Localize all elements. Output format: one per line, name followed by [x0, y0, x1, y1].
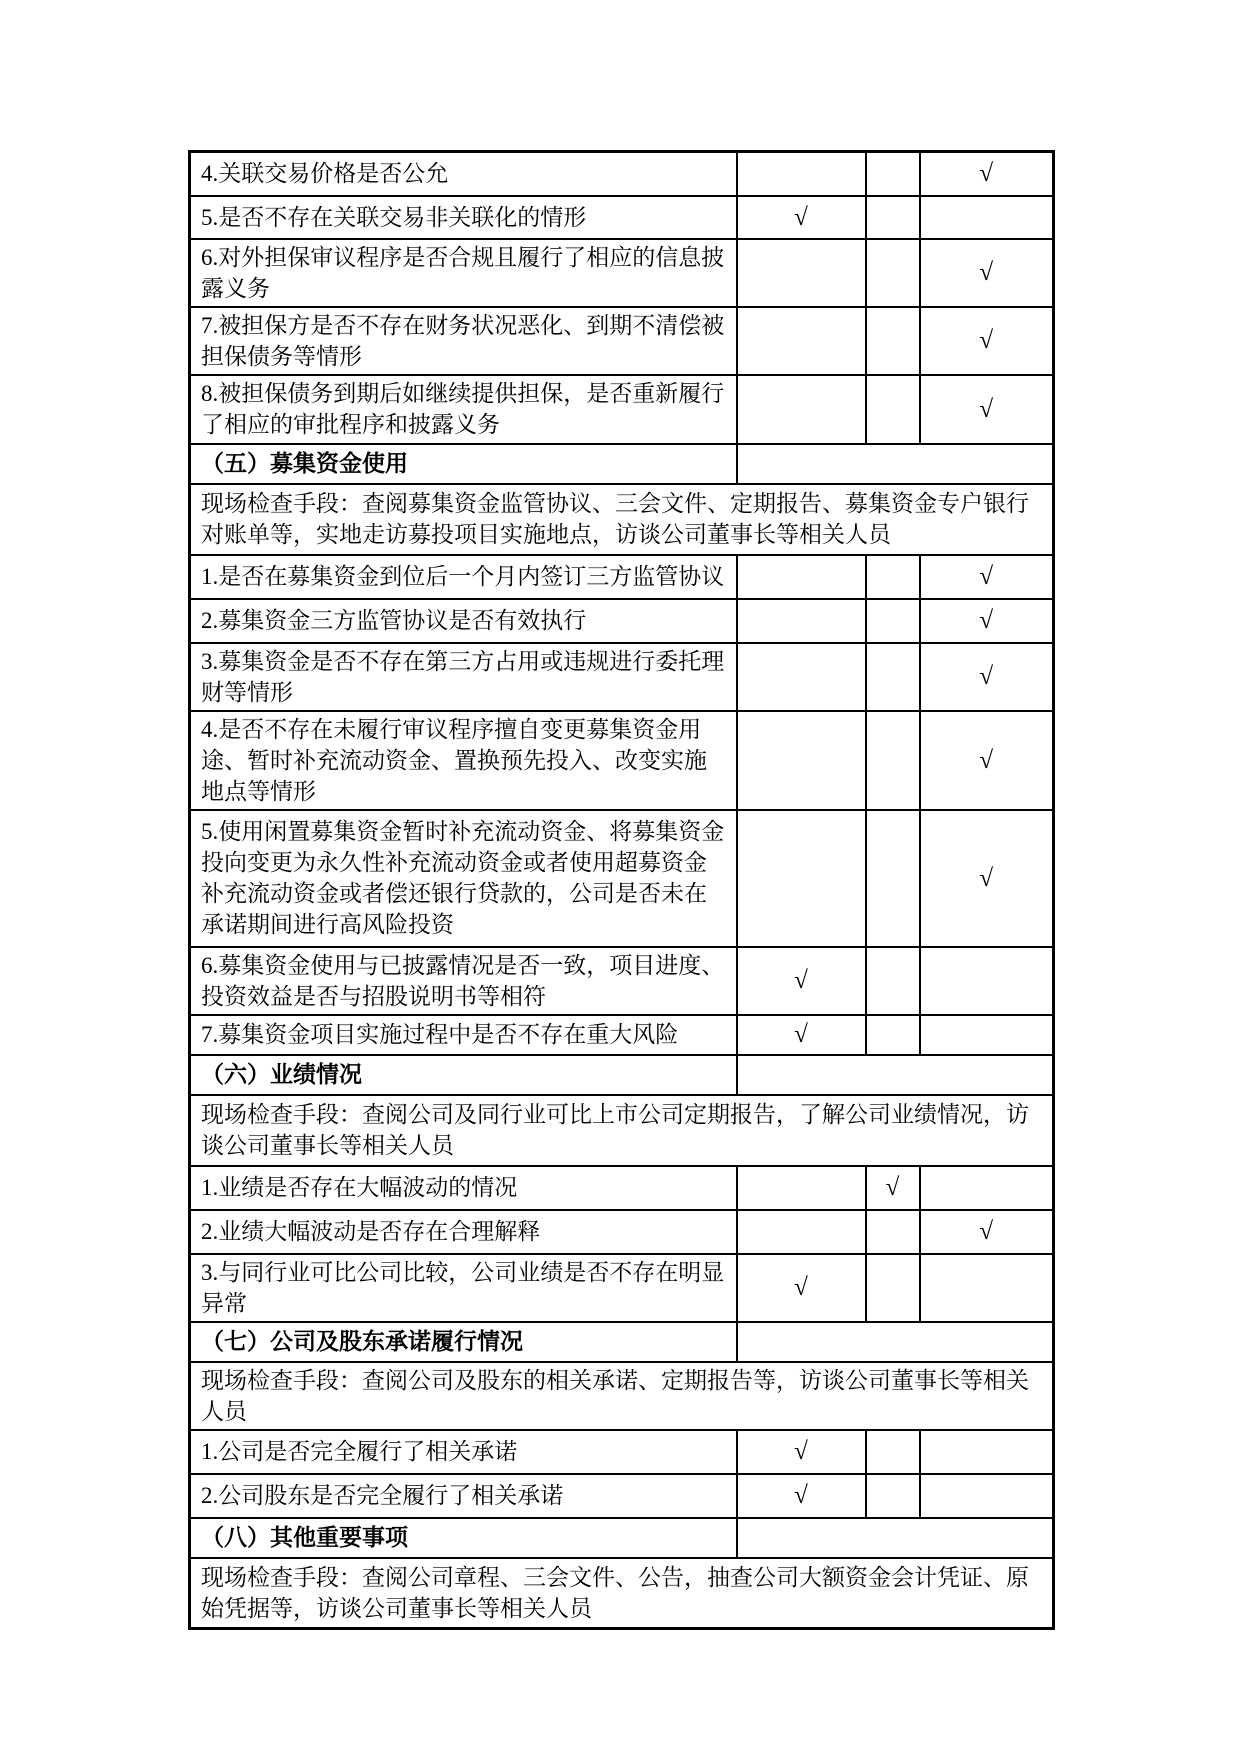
checklist-table	[188, 150, 1055, 1630]
section-empty-cell	[737, 1055, 1054, 1095]
empty-check-cell	[866, 152, 920, 196]
inspection-method-text: 现场检查手段：查阅公司章程、三会文件、公告，抽查公司大额资金会计凭证、原始凭据等，访谈公司董事长等相关人员	[190, 1558, 1054, 1629]
empty-check-cell	[737, 599, 866, 643]
question-text: 2.募集资金三方监管协议是否有效执行	[190, 599, 737, 643]
question-text: 7.募集资金项目实施过程中是否不存在重大风险	[190, 1015, 737, 1055]
inspection-method-text: 现场检查手段：查阅公司及同行业可比上市公司定期报告，了解公司业绩情况，访谈公司董事长等相关人员	[190, 1095, 1054, 1166]
checklist-item-row	[190, 1015, 1054, 1055]
section-header-row	[190, 1518, 1054, 1558]
empty-check-cell	[737, 239, 866, 307]
question-text: 6.对外担保审议程序是否合规且履行了相应的信息披露义务	[190, 239, 737, 307]
question-text: 2.业绩大幅波动是否存在合理解释	[190, 1210, 737, 1254]
question-text: 4.关联交易价格是否公允	[190, 152, 737, 196]
question-text: 1.公司是否完全履行了相关承诺	[190, 1430, 737, 1474]
inspection-method-row	[190, 484, 1054, 555]
section-header-row	[190, 444, 1054, 484]
empty-check-cell	[866, 196, 920, 239]
checklist-item-row	[190, 643, 1054, 711]
checkmark-cell: √	[737, 1430, 866, 1474]
empty-check-cell	[866, 239, 920, 307]
empty-check-cell	[920, 196, 1054, 239]
empty-check-cell	[920, 1474, 1054, 1518]
question-text: 5.使用闲置募集资金暂时补充流动资金、将募集资金投向变更为永久性补充流动资金或者使用超募资金补充流动资金或者偿还银行贷款的，公司是否未在承诺期间进行高风险投资	[190, 810, 737, 947]
empty-check-cell	[737, 555, 866, 599]
checkmark-cell: √	[737, 1015, 866, 1055]
question-text: 6.募集资金使用与已披露情况是否一致，项目进度、投资效益是否与招股说明书等相符	[190, 947, 737, 1015]
section-title: （五）募集资金使用	[190, 444, 737, 484]
section-empty-cell	[737, 444, 1054, 484]
checkmark-cell: √	[920, 711, 1054, 810]
checklist-item-row	[190, 947, 1054, 1015]
checklist-item-row	[190, 239, 1054, 307]
inspection-method-row	[190, 1558, 1054, 1629]
empty-check-cell	[737, 810, 866, 947]
checkmark-cell: √	[920, 810, 1054, 947]
section-title: （七）公司及股东承诺履行情况	[190, 1322, 737, 1362]
checkmark-cell: √	[737, 196, 866, 239]
question-text: 3.募集资金是否不存在第三方占用或违规进行委托理财等情形	[190, 643, 737, 711]
question-text: 2.公司股东是否完全履行了相关承诺	[190, 1474, 737, 1518]
checklist-item-row	[190, 1474, 1054, 1518]
checklist-item-row	[190, 196, 1054, 239]
section-header-row	[190, 1055, 1054, 1095]
empty-check-cell	[866, 711, 920, 810]
question-text: 3.与同行业可比公司比较，公司业绩是否不存在明显异常	[190, 1254, 737, 1322]
inspection-method-row	[190, 1362, 1054, 1430]
empty-check-cell	[737, 375, 866, 444]
question-text: 1.是否在募集资金到位后一个月内签订三方监管协议	[190, 555, 737, 599]
empty-check-cell	[866, 375, 920, 444]
checkmark-cell: √	[866, 1166, 920, 1210]
checkmark-cell: √	[920, 599, 1054, 643]
inspection-method-text: 现场检查手段：查阅募集资金监管协议、三会文件、定期报告、募集资金专户银行对账单等，实地走访募投项目实施地点，访谈公司董事长等相关人员	[190, 484, 1054, 555]
empty-check-cell	[737, 711, 866, 810]
checklist-item-row	[190, 599, 1054, 643]
empty-check-cell	[737, 152, 866, 196]
empty-check-cell	[920, 947, 1054, 1015]
question-text: 1.业绩是否存在大幅波动的情况	[190, 1166, 737, 1210]
checklist-item-row	[190, 152, 1054, 196]
empty-check-cell	[866, 947, 920, 1015]
empty-check-cell	[737, 1210, 866, 1254]
empty-check-cell	[866, 643, 920, 711]
inspection-method-text: 现场检查手段：查阅公司及股东的相关承诺、定期报告等，访谈公司董事长等相关人员	[190, 1362, 1054, 1430]
checkmark-cell: √	[920, 152, 1054, 196]
empty-check-cell	[866, 1474, 920, 1518]
inspection-method-row	[190, 1095, 1054, 1166]
empty-check-cell	[866, 599, 920, 643]
checkmark-cell: √	[920, 1210, 1054, 1254]
checklist-item-row	[190, 555, 1054, 599]
section-empty-cell	[737, 1322, 1054, 1362]
checklist-item-row	[190, 1254, 1054, 1322]
question-text: 4.是否不存在未履行审议程序擅自变更募集资金用途、暂时补充流动资金、置换预先投入、改变实施地点等情形	[190, 711, 737, 810]
empty-check-cell	[866, 555, 920, 599]
section-title: （六）业绩情况	[190, 1055, 737, 1095]
checkmark-cell: √	[737, 1254, 866, 1322]
checklist-item-row	[190, 1166, 1054, 1210]
empty-check-cell	[920, 1166, 1054, 1210]
checklist-item-row	[190, 1210, 1054, 1254]
empty-check-cell	[866, 1210, 920, 1254]
question-text: 8.被担保债务到期后如继续提供担保，是否重新履行了相应的审批程序和披露义务	[190, 375, 737, 444]
checkmark-cell: √	[920, 239, 1054, 307]
section-header-row	[190, 1322, 1054, 1362]
checklist-body	[190, 152, 1054, 1629]
empty-check-cell	[737, 1166, 866, 1210]
empty-check-cell	[737, 643, 866, 711]
checkmark-cell: √	[737, 1474, 866, 1518]
checklist-item-row	[190, 1430, 1054, 1474]
question-text: 5.是否不存在关联交易非关联化的情形	[190, 196, 737, 239]
checklist-item-row	[190, 711, 1054, 810]
section-title: （八）其他重要事项	[190, 1518, 737, 1558]
empty-check-cell	[866, 307, 920, 375]
empty-check-cell	[866, 810, 920, 947]
empty-check-cell	[866, 1015, 920, 1055]
empty-check-cell	[866, 1430, 920, 1474]
checkmark-cell: √	[920, 555, 1054, 599]
checkmark-cell: √	[920, 643, 1054, 711]
empty-check-cell	[737, 307, 866, 375]
checkmark-cell: √	[920, 307, 1054, 375]
checklist-item-row	[190, 810, 1054, 947]
checklist-item-row	[190, 307, 1054, 375]
empty-check-cell	[920, 1254, 1054, 1322]
checkmark-cell: √	[737, 947, 866, 1015]
question-text: 7.被担保方是否不存在财务状况恶化、到期不清偿被担保债务等情形	[190, 307, 737, 375]
section-empty-cell	[737, 1518, 1054, 1558]
empty-check-cell	[920, 1430, 1054, 1474]
empty-check-cell	[866, 1254, 920, 1322]
checklist-item-row	[190, 375, 1054, 444]
checkmark-cell: √	[920, 375, 1054, 444]
empty-check-cell	[920, 1015, 1054, 1055]
